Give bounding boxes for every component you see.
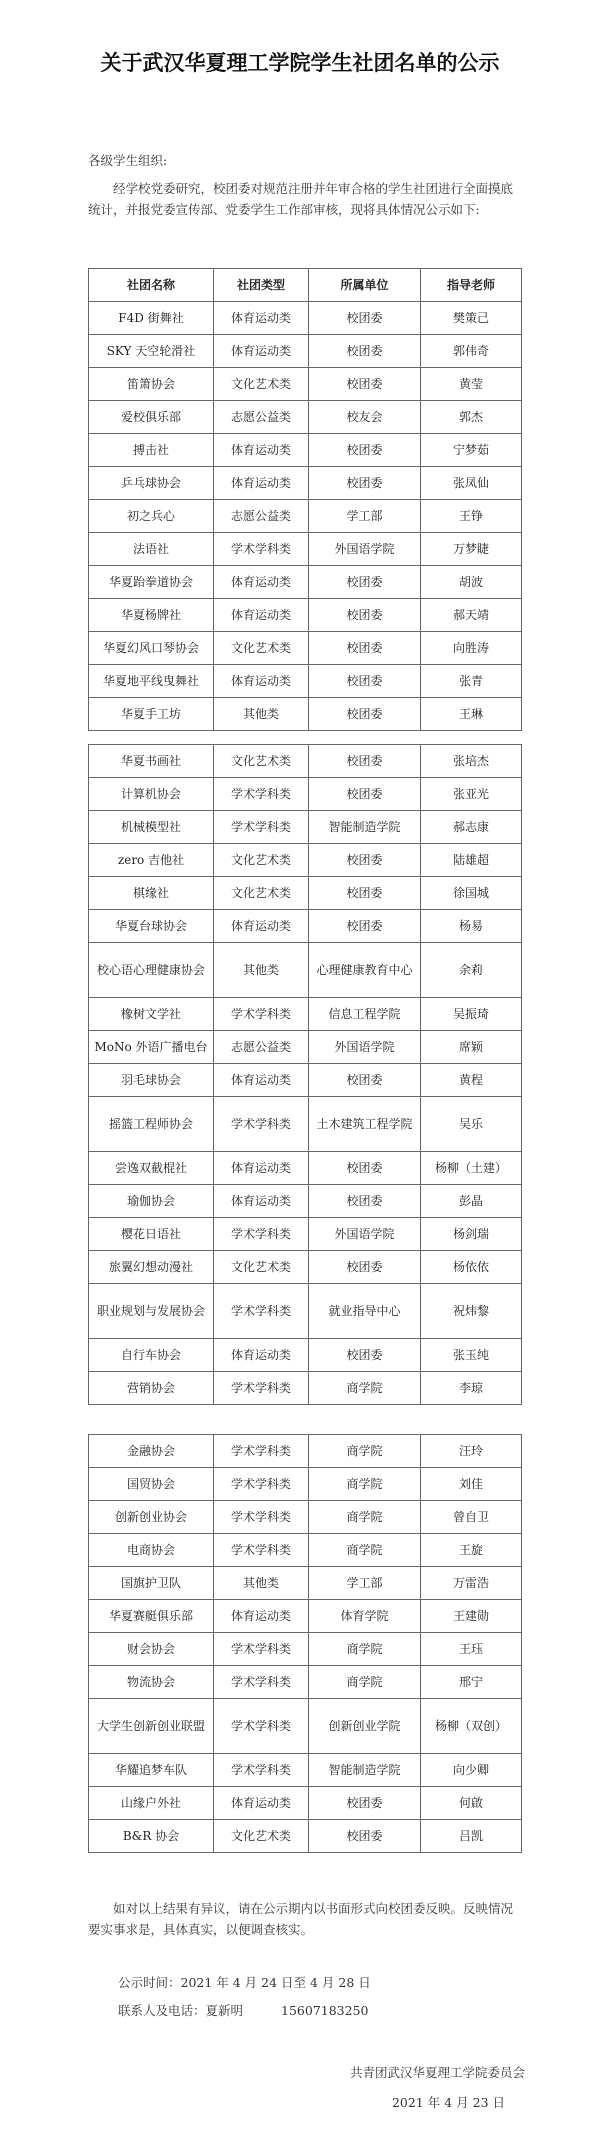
table-row — [89, 302, 522, 335]
unit-cell: 信息工程学院 — [309, 998, 421, 1031]
unit-cell: 校团委 — [309, 910, 421, 943]
club-name-cell: 乒乓球协会 — [89, 467, 214, 500]
club-type-cell: 文化艺术类 — [214, 368, 309, 401]
table-row — [89, 943, 522, 998]
table-row — [89, 1534, 522, 1567]
club-name-cell: 华夏杨牌社 — [89, 599, 214, 632]
club-name-cell: 法语社 — [89, 533, 214, 566]
table-row — [89, 1185, 522, 1218]
objection-note: 如对以上结果有异议，请在公示期内以书面形式向校团委反映。反映情况要实事求是，具体真实，以便调查核实。 — [88, 1901, 514, 1937]
unit-cell: 校团委 — [309, 467, 421, 500]
unit-cell: 校团委 — [309, 1787, 421, 1820]
club-type-cell: 其他类 — [214, 1567, 309, 1600]
advisor-cell: 杨柳（双创） — [421, 1699, 522, 1754]
table-row — [89, 877, 522, 910]
club-type-cell: 体育运动类 — [214, 1787, 309, 1820]
table-row — [89, 910, 522, 943]
table-row — [89, 401, 522, 434]
club-type-cell: 学术学科类 — [214, 1754, 309, 1787]
club-name-cell: 摇篮工程师协会 — [89, 1097, 214, 1152]
club-type-cell: 体育运动类 — [214, 665, 309, 698]
club-type-cell: 学术学科类 — [214, 1699, 309, 1754]
club-name-cell: F4D 街舞社 — [89, 302, 214, 335]
club-type-cell: 体育运动类 — [214, 1185, 309, 1218]
table-row — [89, 1787, 522, 1820]
club-name-cell: 爱校俱乐部 — [89, 401, 214, 434]
club-name-cell: B&R 协会 — [89, 1820, 214, 1853]
advisor-cell: 郭杰 — [421, 401, 522, 434]
table-row — [89, 1435, 522, 1468]
table-row — [89, 1152, 522, 1185]
unit-cell: 校团委 — [309, 1820, 421, 1853]
advisor-cell: 杨剑瑞 — [421, 1218, 522, 1251]
table-row — [89, 1666, 522, 1699]
unit-cell: 商学院 — [309, 1534, 421, 1567]
unit-cell: 校友会 — [309, 401, 421, 434]
advisor-cell: 郝天靖 — [421, 599, 522, 632]
club-name-cell: 华夏跆拳道协会 — [89, 566, 214, 599]
club-name-cell: 电商协会 — [89, 1534, 214, 1567]
unit-cell: 校团委 — [309, 1251, 421, 1284]
table-row — [89, 1064, 522, 1097]
unit-cell: 校团委 — [309, 665, 421, 698]
club-type-cell: 学术学科类 — [214, 533, 309, 566]
advisor-cell: 徐国城 — [421, 877, 522, 910]
table-row — [89, 1820, 522, 1853]
table-header-row — [89, 269, 522, 302]
table-row — [89, 632, 522, 665]
club-name-cell: 自行车协会 — [89, 1339, 214, 1372]
club-type-cell: 学术学科类 — [214, 1534, 309, 1567]
advisor-cell: 张培杰 — [421, 745, 522, 778]
club-type-cell: 体育运动类 — [214, 1600, 309, 1633]
club-type-cell: 文化艺术类 — [214, 877, 309, 910]
advisor-cell: 郭伟奇 — [421, 335, 522, 368]
unit-cell: 创新创业学院 — [309, 1699, 421, 1754]
unit-cell: 商学院 — [309, 1501, 421, 1534]
club-type-cell: 学术学科类 — [214, 1097, 309, 1152]
club-name-cell: 华夏赛艇俱乐部 — [89, 1600, 214, 1633]
club-type-cell: 学术学科类 — [214, 1666, 309, 1699]
advisor-cell: 万雷浩 — [421, 1567, 522, 1600]
unit-cell: 校团委 — [309, 745, 421, 778]
club-type-cell: 学术学科类 — [214, 778, 309, 811]
club-type-cell: 志愿公益类 — [214, 401, 309, 434]
club-name-cell: 大学生创新创业联盟 — [89, 1699, 214, 1754]
club-type-cell: 体育运动类 — [214, 599, 309, 632]
club-type-cell: 体育运动类 — [214, 1152, 309, 1185]
unit-cell: 校团委 — [309, 1185, 421, 1218]
club-type-cell: 体育运动类 — [214, 467, 309, 500]
advisor-cell: 王建勋 — [421, 1600, 522, 1633]
advisor-cell: 曾自卫 — [421, 1501, 522, 1534]
unit-cell: 土木建筑工程学院 — [309, 1097, 421, 1152]
club-name-cell: 华夏地平线曳舞社 — [89, 665, 214, 698]
club-type-cell: 学术学科类 — [214, 1372, 309, 1405]
club-type-cell: 学术学科类 — [214, 1284, 309, 1339]
advisor-cell: 向少卿 — [421, 1754, 522, 1787]
club-name-cell: 搏击社 — [89, 434, 214, 467]
advisor-cell: 李琼 — [421, 1372, 522, 1405]
club-type-cell: 其他类 — [214, 943, 309, 998]
unit-cell: 就业指导中心 — [309, 1284, 421, 1339]
advisor-cell: 宁梦茹 — [421, 434, 522, 467]
table-row — [89, 998, 522, 1031]
club-name-cell: 创新创业协会 — [89, 1501, 214, 1534]
club-name-cell: 金融协会 — [89, 1435, 214, 1468]
table-row — [89, 1501, 522, 1534]
table-row — [89, 1567, 522, 1600]
advisor-cell: 杨易 — [421, 910, 522, 943]
club-type-cell: 文化艺术类 — [214, 745, 309, 778]
advisor-cell: 彭晶 — [421, 1185, 522, 1218]
unit-cell: 学工部 — [309, 500, 421, 533]
header-advisor: 指导老师 — [421, 269, 522, 302]
advisor-cell: 吴振琦 — [421, 998, 522, 1031]
club-name-cell: 国旗护卫队 — [89, 1567, 214, 1600]
unit-cell: 商学院 — [309, 1372, 421, 1405]
club-table-part-2 — [88, 744, 522, 1405]
club-type-cell: 志愿公益类 — [214, 1031, 309, 1064]
advisor-cell: 张玉纯 — [421, 1339, 522, 1372]
advisor-cell: 樊策己 — [421, 302, 522, 335]
header-club-name: 社团名称 — [89, 269, 214, 302]
unit-cell: 校团委 — [309, 368, 421, 401]
table-row — [89, 1600, 522, 1633]
club-type-cell: 文化艺术类 — [214, 844, 309, 877]
club-name-cell: 计算机协会 — [89, 778, 214, 811]
club-type-cell: 学术学科类 — [214, 1218, 309, 1251]
header-club-type: 社团类型 — [214, 269, 309, 302]
advisor-cell: 胡波 — [421, 566, 522, 599]
advisor-cell: 席颖 — [421, 1031, 522, 1064]
advisor-cell: 王琳 — [421, 698, 522, 731]
advisor-cell: 黄莹 — [421, 368, 522, 401]
unit-cell: 校团委 — [309, 1064, 421, 1097]
advisor-cell: 杨柳（土建） — [421, 1152, 522, 1185]
club-type-cell: 文化艺术类 — [214, 1251, 309, 1284]
table-row — [89, 811, 522, 844]
unit-cell: 校团委 — [309, 632, 421, 665]
club-name-cell: 旅翼幻想动漫社 — [89, 1251, 214, 1284]
table-row — [89, 1251, 522, 1284]
club-name-cell: 职业规划与发展协会 — [89, 1284, 214, 1339]
club-type-cell: 体育运动类 — [214, 434, 309, 467]
unit-cell: 学工部 — [309, 1567, 421, 1600]
table-row — [89, 665, 522, 698]
advisor-cell: 郝志康 — [421, 811, 522, 844]
club-type-cell: 学术学科类 — [214, 1468, 309, 1501]
table-row — [89, 1372, 522, 1405]
club-name-cell: MoNo 外语广播电台 — [89, 1031, 214, 1064]
advisor-cell: 汪玲 — [421, 1435, 522, 1468]
club-table-part-1 — [88, 268, 522, 731]
table-row — [89, 1284, 522, 1339]
advisor-cell: 陆雄超 — [421, 844, 522, 877]
contact-person: 联系人及电话：夏新明 — [118, 2003, 244, 2018]
club-type-cell: 其他类 — [214, 698, 309, 731]
page-title: 关于武汉华夏理工学院学生社团名单的公示 — [100, 51, 500, 75]
intro-paragraph: 经学校党委研究，校团委对规范注册并年审合格的学生社团进行全面摸底统计，并报党委宣传部、党委学生工作部审核，现将具体情况公示如下: — [88, 181, 514, 217]
table-row — [89, 368, 522, 401]
issuer-org: 共青团武汉华夏理工学院委员会 — [349, 2065, 525, 2080]
club-type-cell: 学术学科类 — [214, 1501, 309, 1534]
unit-cell: 外国语学院 — [309, 1031, 421, 1064]
club-type-cell: 体育运动类 — [214, 1339, 309, 1372]
unit-cell: 校团委 — [309, 434, 421, 467]
advisor-cell: 吕凯 — [421, 1820, 522, 1853]
unit-cell: 智能制造学院 — [309, 1754, 421, 1787]
club-name-cell: 国贸协会 — [89, 1468, 214, 1501]
advisor-cell: 张亚光 — [421, 778, 522, 811]
club-name-cell: 营销协会 — [89, 1372, 214, 1405]
unit-cell: 校团委 — [309, 1152, 421, 1185]
table-row — [89, 599, 522, 632]
club-name-cell: 校心语心理健康协会 — [89, 943, 214, 998]
club-name-cell: 财会协会 — [89, 1633, 214, 1666]
table-row — [89, 500, 522, 533]
unit-cell: 校团委 — [309, 599, 421, 632]
advisor-cell: 张凤仙 — [421, 467, 522, 500]
club-name-cell: 华夏台球协会 — [89, 910, 214, 943]
advisor-cell: 王铮 — [421, 500, 522, 533]
club-name-cell: 华夏幻风口琴协会 — [89, 632, 214, 665]
issue-date: 2021 年 4 月 23 日 — [391, 2095, 505, 2110]
table-row — [89, 1218, 522, 1251]
club-name-cell: zero 吉他社 — [89, 844, 214, 877]
club-type-cell: 体育运动类 — [214, 910, 309, 943]
club-name-cell: 棋缘社 — [89, 877, 214, 910]
salutation: 各级学生组织: — [88, 153, 168, 168]
table-row — [89, 778, 522, 811]
table-row — [89, 1097, 522, 1152]
unit-cell: 校团委 — [309, 566, 421, 599]
table-row — [89, 566, 522, 599]
unit-cell: 校团委 — [309, 844, 421, 877]
unit-cell: 校团委 — [309, 335, 421, 368]
table-row — [89, 434, 522, 467]
table-row — [89, 1754, 522, 1787]
advisor-cell: 向胜涛 — [421, 632, 522, 665]
unit-cell: 校团委 — [309, 778, 421, 811]
club-type-cell: 学术学科类 — [214, 1633, 309, 1666]
unit-cell: 商学院 — [309, 1633, 421, 1666]
advisor-cell: 王珏 — [421, 1633, 522, 1666]
club-name-cell: 物流协会 — [89, 1666, 214, 1699]
club-type-cell: 体育运动类 — [214, 335, 309, 368]
advisor-cell: 何啟 — [421, 1787, 522, 1820]
unit-cell: 商学院 — [309, 1435, 421, 1468]
publicity-period: 公示时间：2021 年 4 月 24 日至 4 月 28 日 — [118, 1975, 371, 1990]
header-unit: 所属单位 — [309, 269, 421, 302]
advisor-cell: 黄程 — [421, 1064, 522, 1097]
club-name-cell: 华夏书画社 — [89, 745, 214, 778]
unit-cell: 校团委 — [309, 302, 421, 335]
table-row — [89, 533, 522, 566]
unit-cell: 校团委 — [309, 877, 421, 910]
club-table-part-3 — [88, 1434, 522, 1853]
table-row — [89, 698, 522, 731]
table-row — [89, 467, 522, 500]
club-name-cell: 瑜伽协会 — [89, 1185, 214, 1218]
club-name-cell: SKY 天空轮滑社 — [89, 335, 214, 368]
club-name-cell: 羽毛球协会 — [89, 1064, 214, 1097]
advisor-cell: 张青 — [421, 665, 522, 698]
unit-cell: 心理健康教育中心 — [309, 943, 421, 998]
club-type-cell: 学术学科类 — [214, 998, 309, 1031]
unit-cell: 体育学院 — [309, 1600, 421, 1633]
advisor-cell: 杨依依 — [421, 1251, 522, 1284]
club-name-cell: 华耀追梦车队 — [89, 1754, 214, 1787]
unit-cell: 商学院 — [309, 1666, 421, 1699]
unit-cell: 外国语学院 — [309, 1218, 421, 1251]
table-row — [89, 1031, 522, 1064]
advisor-cell: 余莉 — [421, 943, 522, 998]
club-type-cell: 体育运动类 — [214, 302, 309, 335]
club-name-cell: 尝逸双截棍社 — [89, 1152, 214, 1185]
unit-cell: 校团委 — [309, 698, 421, 731]
unit-cell: 智能制造学院 — [309, 811, 421, 844]
club-type-cell: 学术学科类 — [214, 811, 309, 844]
club-name-cell: 山缘户外社 — [89, 1787, 214, 1820]
advisor-cell: 祝炜黎 — [421, 1284, 522, 1339]
club-type-cell: 体育运动类 — [214, 566, 309, 599]
club-type-cell: 文化艺术类 — [214, 632, 309, 665]
club-name-cell: 笛箫协会 — [89, 368, 214, 401]
table-row — [89, 1468, 522, 1501]
advisor-cell: 王旋 — [421, 1534, 522, 1567]
table-row — [89, 745, 522, 778]
club-name-cell: 机械模型社 — [89, 811, 214, 844]
club-type-cell: 体育运动类 — [214, 1064, 309, 1097]
club-name-cell: 华夏手工坊 — [89, 698, 214, 731]
club-name-cell: 橡树文学社 — [89, 998, 214, 1031]
unit-cell: 校团委 — [309, 1339, 421, 1372]
club-name-cell: 樱花日语社 — [89, 1218, 214, 1251]
advisor-cell: 刘佳 — [421, 1468, 522, 1501]
club-name-cell: 初之兵心 — [89, 500, 214, 533]
table-row — [89, 1633, 522, 1666]
table-row — [89, 1699, 522, 1754]
table-row — [89, 1339, 522, 1372]
club-type-cell: 志愿公益类 — [214, 500, 309, 533]
advisor-cell: 万梦睫 — [421, 533, 522, 566]
contact-line — [118, 2000, 552, 2021]
unit-cell: 商学院 — [309, 1468, 421, 1501]
advisor-cell: 吴乐 — [421, 1097, 522, 1152]
advisor-cell: 邢宁 — [421, 1666, 522, 1699]
contact-phone: 15607183250 — [281, 2003, 369, 2018]
unit-cell: 外国语学院 — [309, 533, 421, 566]
club-type-cell: 文化艺术类 — [214, 1820, 309, 1853]
table-row — [89, 335, 522, 368]
club-type-cell: 学术学科类 — [214, 1435, 309, 1468]
table-row — [89, 844, 522, 877]
